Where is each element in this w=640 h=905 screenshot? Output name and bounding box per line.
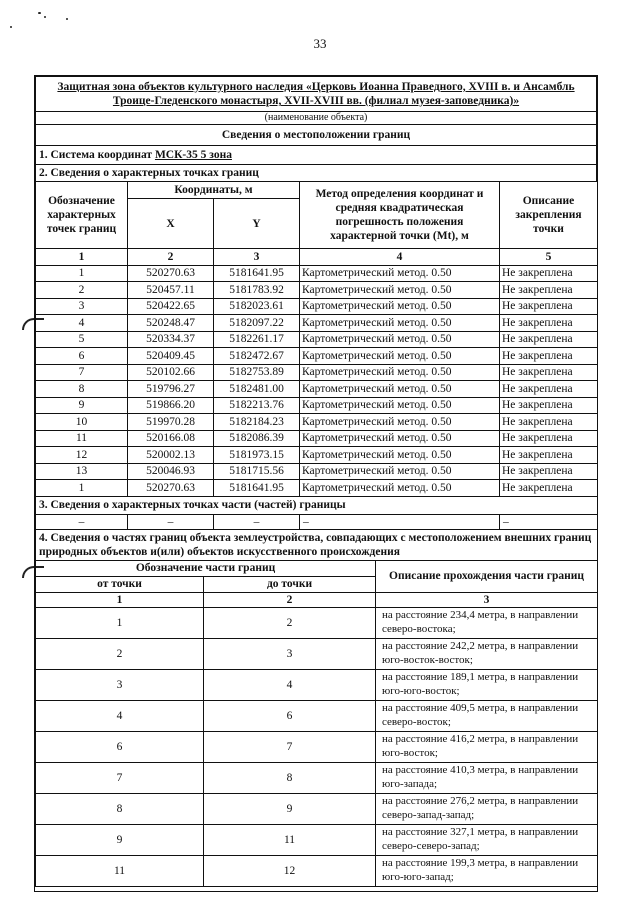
column-number: 3 [214,249,300,266]
scan-speck [10,26,12,28]
x-cell: 519866.20 [128,397,214,414]
col-header-parts: Обозначение части границ [36,560,376,576]
table-row [36,381,598,398]
boundary-parts-table [35,560,598,887]
method-cell: Картометрический метод. 0.50 [300,414,500,431]
from-cell: 8 [36,793,204,824]
table-row [36,762,598,793]
column-number: 1 [36,249,128,266]
table-row [36,282,598,299]
column-number-row [36,592,598,607]
desc-cell: на расстояние 327,1 метра, в направлении северо-северо-запад; [376,824,598,855]
table-row [36,414,598,431]
from-cell: 9 [36,824,204,855]
scan-speck [44,16,46,18]
desc-cell: на расстояние 242,2 метра, в направлении юго-восток-восток; [376,638,598,669]
header-table [35,76,597,182]
table-row [36,331,598,348]
desc-cell: Не закреплена [500,480,598,497]
y-cell: 5181783.92 [214,282,300,299]
section-3-empty-row [36,514,598,529]
desc-cell: на расстояние 189,1 метра, в направлении юго-юго-восток; [376,669,598,700]
section-3-heading: 3. Сведения о характерных точках части (частей) границы [36,496,598,514]
column-number-row [36,249,598,266]
x-cell: 520457.11 [128,282,214,299]
to-cell: 3 [204,638,376,669]
table-row [36,298,598,315]
method-cell: Картометрический метод. 0.50 [300,348,500,365]
method-cell: Картометрический метод. 0.50 [300,397,500,414]
point-cell: 5 [36,331,128,348]
y-cell: 5181973.15 [214,447,300,464]
col-header-to: до точки [204,576,376,592]
method-cell: Картометрический метод. 0.50 [300,381,500,398]
column-number: 2 [204,592,376,607]
x-cell: 520046.93 [128,463,214,480]
desc-cell: Не закреплена [500,430,598,447]
coordinate-system-value: МСК-35 5 зона [154,149,232,161]
method-cell: Картометрический метод. 0.50 [300,480,500,497]
table-row [36,348,598,365]
point-cell: 6 [36,348,128,365]
column-number: 1 [36,592,204,607]
y-cell: 5181641.95 [214,265,300,282]
x-cell: 520166.08 [128,430,214,447]
x-cell: 520422.65 [128,298,214,315]
page-number: 33 [313,36,327,51]
table-row [36,700,598,731]
point-cell: 4 [36,315,128,332]
desc-cell: Не закреплена [500,463,598,480]
dash-cell: – [300,514,500,529]
x-cell: 520270.63 [128,480,214,497]
desc-cell: Не закреплена [500,447,598,464]
table-row [36,397,598,414]
desc-cell: Не закреплена [500,348,598,365]
desc-cell: Не закреплена [500,298,598,315]
desc-cell: на расстояние 276,2 метра, в направлении северо-запад-запад; [376,793,598,824]
section-3-table [35,496,598,561]
dash-cell: – [214,514,300,529]
desc-cell: Не закреплена [500,315,598,332]
table-row [36,793,598,824]
method-cell: Картометрический метод. 0.50 [300,282,500,299]
desc-cell: на расстояние 409,5 метра, в направлении северо-восток; [376,700,598,731]
table-row [36,607,598,638]
point-cell: 1 [36,265,128,282]
desc-cell: на расстояние 234,4 метра, в направлении северо-востока; [376,607,598,638]
col-header-point: Обозначение характерных точек границ [36,182,128,249]
point-cell: 11 [36,430,128,447]
point-cell: 3 [36,298,128,315]
to-cell: 6 [204,700,376,731]
points-table [35,181,598,497]
method-cell: Картометрический метод. 0.50 [300,447,500,464]
x-cell: 520334.37 [128,331,214,348]
col-header-coords: Координаты, м [128,182,300,199]
column-number: 5 [500,249,598,266]
dash-cell: – [500,514,598,529]
from-cell: 3 [36,669,204,700]
col-header-desc: Описание закрепления точки [500,182,598,249]
table-row [36,447,598,464]
section-title: Сведения о местоположении границ [36,125,597,146]
method-cell: Картометрический метод. 0.50 [300,265,500,282]
to-cell: 11 [204,824,376,855]
table-row [36,265,598,282]
section-4-heading: 4. Сведения о частях границ объекта землеустройства, совпадающих с местоположением внешних границ природных объектов и(или) объектов искусственного происхождения [36,529,598,560]
point-cell: 10 [36,414,128,431]
x-cell: 520248.47 [128,315,214,332]
y-cell: 5182213.76 [214,397,300,414]
from-cell: 7 [36,762,204,793]
x-cell: 520409.45 [128,348,214,365]
scan-speck [66,18,68,20]
method-cell: Картометрический метод. 0.50 [300,331,500,348]
y-cell: 5182184.23 [214,414,300,431]
table-row [36,364,598,381]
to-cell: 4 [204,669,376,700]
to-cell: 8 [204,762,376,793]
method-cell: Картометрический метод. 0.50 [300,463,500,480]
y-cell: 5181641.95 [214,480,300,497]
x-cell: 519796.27 [128,381,214,398]
method-cell: Картометрический метод. 0.50 [300,315,500,332]
y-cell: 5182472.67 [214,348,300,365]
x-cell: 520102.66 [128,364,214,381]
from-cell: 2 [36,638,204,669]
y-cell: 5182023.61 [214,298,300,315]
desc-cell: Не закреплена [500,414,598,431]
desc-cell: Не закреплена [500,397,598,414]
point-cell: 7 [36,364,128,381]
from-cell: 11 [36,855,204,886]
y-cell: 5182481.00 [214,381,300,398]
desc-cell: на расстояние 410,3 метра, в направлении юго-запада; [376,762,598,793]
table-row [36,315,598,332]
point-cell: 13 [36,463,128,480]
dash-cell: – [36,514,128,529]
desc-cell: Не закреплена [500,331,598,348]
point-cell: 1 [36,480,128,497]
col-header-part-desc: Описание прохождения части границ [376,560,598,592]
table-row [36,855,598,886]
point-cell: 8 [36,381,128,398]
desc-cell: Не закреплена [500,265,598,282]
to-cell: 9 [204,793,376,824]
point-cell: 2 [36,282,128,299]
y-cell: 5182086.39 [214,430,300,447]
document-frame [34,75,598,892]
col-header-y: Y [214,199,300,249]
object-title-caption: (наименование объекта) [36,112,597,125]
y-cell: 5182261.17 [214,331,300,348]
point-cell: 9 [36,397,128,414]
table-row [36,669,598,700]
col-header-method: Метод определения координат и средняя квадратическая погрешность положения характерной точки (Mt), м [300,182,500,249]
desc-cell: Не закреплена [500,381,598,398]
from-cell: 1 [36,607,204,638]
col-header-from: от точки [36,576,204,592]
desc-cell: на расстояние 416,2 метра, в направлении юго-восток; [376,731,598,762]
table-row [36,731,598,762]
y-cell: 5182753.89 [214,364,300,381]
desc-cell: Не закреплена [500,282,598,299]
to-cell: 7 [204,731,376,762]
method-cell: Картометрический метод. 0.50 [300,364,500,381]
coordinate-system-row [36,146,597,165]
column-number: 2 [128,249,214,266]
section-2-heading: 2. Сведения о характерных точках границ [36,165,597,182]
desc-cell: Не закреплена [500,364,598,381]
y-cell: 5182097.22 [214,315,300,332]
y-cell: 5181715.56 [214,463,300,480]
dash-cell: – [128,514,214,529]
x-cell: 520270.63 [128,265,214,282]
x-cell: 520002.13 [128,447,214,464]
scan-speck [38,12,41,14]
desc-cell: на расстояние 199,3 метра, в направлении юго-юго-запад; [376,855,598,886]
x-cell: 519970.28 [128,414,214,431]
object-title: Защитная зона объектов культурного наследия «Церковь Иоанна Праведного, XVIII в. и Ансамбль Троице-Гледенского монастыря, XVII-XVIII вв. (филиал музея-заповедника)» [36,77,597,112]
col-header-x: X [128,199,214,249]
method-cell: Картометрический метод. 0.50 [300,430,500,447]
column-number: 3 [376,592,598,607]
method-cell: Картометрический метод. 0.50 [300,298,500,315]
point-cell: 12 [36,447,128,464]
column-number: 4 [300,249,500,266]
from-cell: 6 [36,731,204,762]
table-row [36,824,598,855]
table-row [36,638,598,669]
table-row [36,480,598,497]
to-cell: 2 [204,607,376,638]
from-cell: 4 [36,700,204,731]
table-row [36,463,598,480]
to-cell: 12 [204,855,376,886]
coordinate-system-label: 1. Система координат [39,149,155,161]
table-row [36,430,598,447]
